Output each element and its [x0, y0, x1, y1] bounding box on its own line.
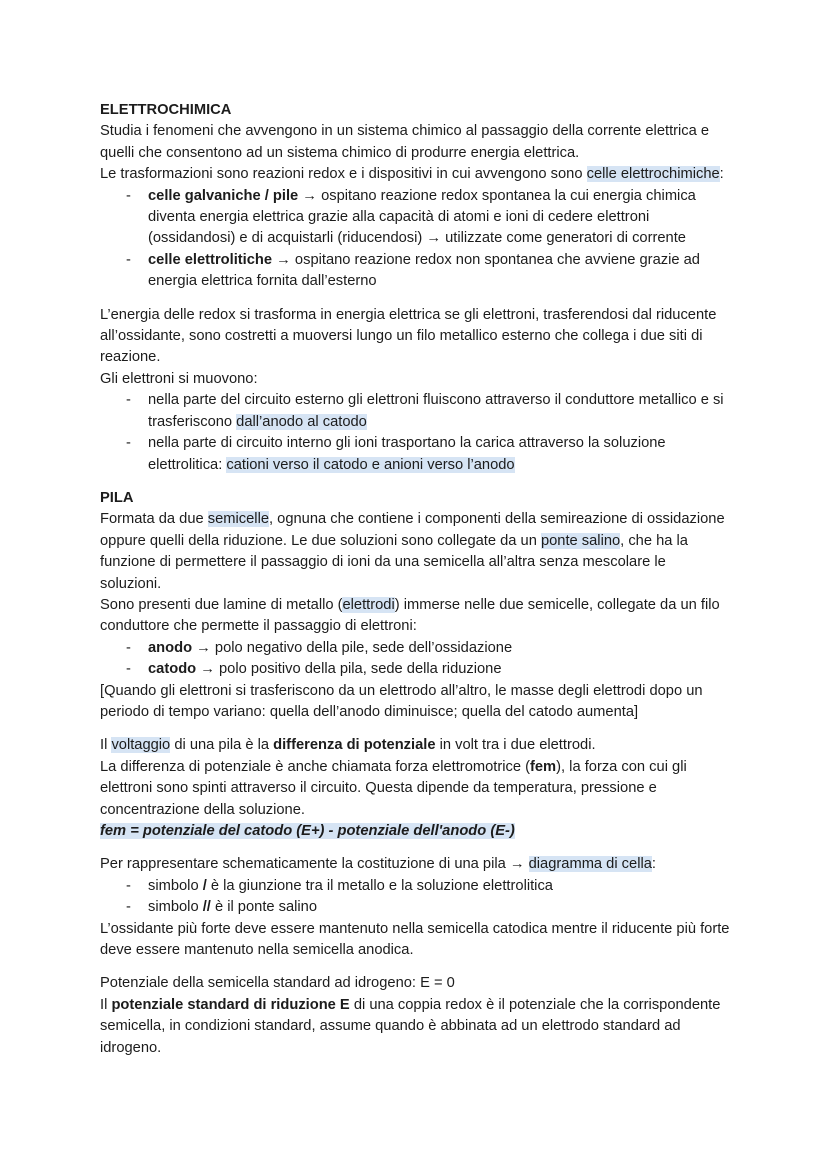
- paragraph-spacer: [100, 961, 731, 973]
- bullet-content: [148, 392, 728, 429]
- text-run: :: [719, 166, 724, 183]
- bullet-dash-marker: -: [126, 392, 131, 409]
- text-run: , che ha la funzione di permettere il passaggio di ioni da una semicella all’altra senza mescolare le soluzioni.: [100, 532, 693, 592]
- text-run: Il: [100, 996, 112, 1013]
- text-run: La differenza di potenziale è anche chiamata forza elettromotrice (: [100, 758, 530, 775]
- text-run: :: [651, 856, 656, 873]
- bullet-dash-marker: -: [126, 661, 131, 678]
- bullet-item: [100, 390, 731, 433]
- paragraph-spacer: [100, 293, 731, 305]
- highlighted-text: fem = potenziale del catodo (E+) - potenziale dell'anodo (E-): [100, 823, 515, 839]
- text-run: [Quando gli elettroni si trasferiscono da un elettrodo all’altro, le masse degli elettrodi dopo un periodo di tempo variano: quella dell’anodo diminuisce; quella del catodo aumenta]: [100, 682, 707, 720]
- bullet-item: [100, 897, 731, 918]
- text-run: → polo positivo della pila, sede della riduzione: [196, 661, 502, 678]
- highlighted-text: cationi verso il catodo e anioni verso l’anodo: [226, 456, 515, 473]
- highlighted-text: celle elettrochimiche: [586, 166, 720, 183]
- section-heading: [100, 488, 731, 509]
- text-run: simbolo: [148, 877, 203, 894]
- bullet-dash-marker: -: [126, 251, 131, 268]
- bullet-content: [148, 661, 502, 677]
- text-run: Sono presenti due lamine di metallo (: [100, 596, 343, 613]
- paragraph: [100, 995, 731, 1059]
- bullet-item: [100, 186, 731, 250]
- text-run: nella parte di circuito interno gli ioni trasportano la carica attraverso la soluzione elettrolitica:: [148, 435, 670, 473]
- paragraph-spacer: [100, 476, 731, 488]
- text-run: PILA: [100, 489, 134, 506]
- text-run: differenza di potenziale: [273, 737, 436, 754]
- paragraph: [100, 509, 731, 595]
- highlighted-text: ponte salino: [540, 532, 621, 549]
- text-run: Studia i fenomeni che avvengono in un sistema chimico al passaggio della corrente elettrica e quelli che consentono ad un sistema chimico di produrre energia elettrica.: [100, 123, 714, 161]
- highlighted-text: diagramma di cella: [528, 856, 652, 873]
- paragraph: [100, 164, 731, 185]
- text-run: Potenziale della semicella standard ad idrogeno: E = 0: [100, 975, 455, 992]
- text-run: simbolo: [148, 899, 203, 916]
- text-run: in volt tra i due elettrodi.: [435, 737, 596, 754]
- text-run: anodo: [148, 639, 193, 656]
- bullet-item: [100, 876, 731, 897]
- bullet-content: [148, 878, 553, 894]
- text-run: fem: [530, 758, 557, 775]
- text-run: ELETTROCHIMICA: [100, 102, 232, 118]
- text-run: Il: [100, 737, 112, 754]
- paragraph: [100, 121, 731, 164]
- paragraph: [100, 973, 731, 994]
- text-run: L’energia delle redox si trasforma in energia elettrica se gli elettroni, trasferendosi dal riducente all’ossidante, sono costretti a muoversi lungo un filo metallico esterno che collega i due siti di reazione.: [100, 306, 721, 366]
- text-run: /: [202, 877, 207, 894]
- paragraph: [100, 595, 731, 638]
- bullet-item: [100, 250, 731, 293]
- text-run: L’ossidante più forte deve essere mantenuto nella semicella catodica mentre il riducente più forte deve essere mantenuto nella semicella anodica.: [100, 920, 734, 959]
- text-run: di una pila è la: [170, 737, 274, 754]
- text-run: Le trasformazioni sono reazioni redox e i dispositivi in cui avvengono sono: [100, 166, 587, 183]
- highlighted-text: elettrodi: [342, 596, 395, 613]
- bullet-item: [100, 638, 731, 659]
- bullet-dash-marker: -: [126, 877, 131, 894]
- bullet-dash-marker: -: [126, 187, 131, 204]
- bullet-content: [148, 899, 317, 915]
- text-run: Per rappresentare schematicamente la costituzione di una pila →: [100, 856, 529, 873]
- paragraph-spacer: [100, 723, 731, 735]
- text-run: → ospitano reazione redox non spontanea che avviene grazie ad energia elettrica fornita dall’esterno: [148, 251, 705, 290]
- text-run: → ospitano reazione redox spontanea la cui energia chimica diventa energia elettrica grazie alla capacità di atomi e ioni di cedere elettroni (ossidandosi) e di acquistarli (riducendosi) → utilizzate come generatori di corrente: [148, 187, 700, 247]
- paragraph: [100, 757, 731, 821]
- paragraph: [100, 305, 731, 369]
- highlighted-text: semicelle: [207, 511, 269, 528]
- bullet-content: [148, 252, 704, 289]
- text-run: è il ponte salino: [210, 899, 318, 916]
- text-run: di una coppia redox è il potenziale che la corrispondente semicella, in condizioni standard, assume quando è abbinata ad un elettrodo standard ad idrogeno.: [100, 996, 725, 1056]
- text-run: , ognuna che contiene i componenti della semireazione di ossidazione oppure quelli della riduzione. Le due soluzioni sono collegate da un: [100, 511, 729, 549]
- text-run: celle galvaniche / pile: [148, 187, 299, 204]
- text-run: celle elettrolitiche: [148, 251, 273, 268]
- paragraph: [100, 681, 731, 724]
- text-run: ), la forza con cui gli elettroni sono spinti attraverso il circuito. Questa dipende da temperatura, pressione e concentrazione della soluzione.: [100, 758, 691, 818]
- bullet-item: [100, 659, 731, 680]
- paragraph: [100, 735, 731, 756]
- highlighted-text: dall’anodo al catodo: [236, 413, 367, 430]
- section-heading: [100, 100, 731, 121]
- bullet-content: [148, 435, 670, 472]
- text-run: Formata da due: [100, 511, 208, 528]
- bullet-content: [148, 188, 700, 247]
- text-run: //: [202, 899, 211, 916]
- bullet-item: [100, 433, 731, 476]
- text-run: Gli elettroni si muovono:: [100, 370, 258, 387]
- paragraph: [100, 854, 731, 875]
- bullet-dash-marker: -: [126, 639, 131, 656]
- text-run: ) immerse nelle due semicelle, collegate da un filo conduttore che permette il passaggio di elettroni:: [100, 596, 724, 635]
- paragraph: [100, 919, 734, 962]
- text-run: nella parte del circuito esterno gli elettroni fluiscono attraverso il conduttore metallico e si trasferiscono: [148, 392, 728, 430]
- bullet-content: [148, 640, 512, 656]
- text-run: potenziale standard di riduzione E: [111, 996, 350, 1013]
- paragraph: [100, 821, 731, 842]
- paragraph-spacer: [100, 842, 731, 854]
- paragraph: [100, 369, 731, 390]
- bullet-dash-marker: -: [126, 899, 131, 916]
- text-run: è la giunzione tra il metallo e la soluzione elettrolitica: [206, 877, 553, 894]
- text-run: → polo negativo della pile, sede dell’ossidazione: [192, 639, 513, 656]
- highlighted-text: voltaggio: [111, 737, 171, 754]
- bullet-dash-marker: -: [126, 435, 131, 452]
- text-run: catodo: [148, 661, 197, 678]
